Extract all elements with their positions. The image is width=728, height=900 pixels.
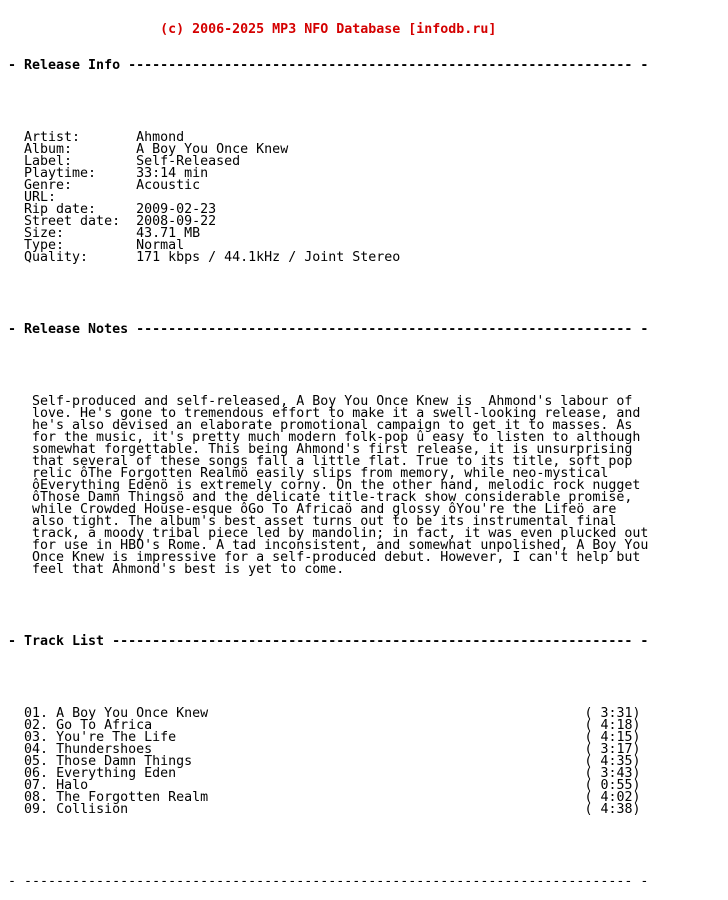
info-value: 171 kbps / 44.1kHz / Joint Stereo — [136, 250, 401, 265]
track-title: Collision — [56, 802, 129, 817]
track-time: ( 3:17) — [584, 742, 641, 757]
track-time: ( 4:18) — [584, 718, 641, 733]
info-key: Genre: — [8, 178, 137, 193]
notes-line: feel that Ahmond's best is yet to come. — [8, 562, 345, 577]
track-time: ( 4:38) — [584, 802, 641, 817]
spacer — [8, 288, 648, 300]
track-list-title: - Track List ----------------------------------------------------------------- - — [8, 634, 649, 649]
track-number: 09. — [24, 802, 49, 817]
info-value: A Boy You Once Knew — [136, 142, 289, 157]
info-key: Quality: — [8, 250, 137, 265]
nfo-document — [8, 0, 648, 900]
release-notes-title: - Release Notes -------------------------------------------------------------- - — [8, 322, 649, 337]
info-key: Type: — [8, 238, 137, 253]
notes-line: for use in HBO's Rome. A tad inconsistent, and somewhat unpolished, A Boy You — [8, 538, 649, 553]
info-value: Acoustic — [136, 178, 201, 193]
spacer — [8, 672, 648, 684]
info-value: Self-Released — [136, 154, 241, 169]
info-key: Artist: — [8, 130, 137, 145]
release-info-fields — [8, 132, 648, 264]
notes-line: he's also devised an elaborate promotional campaign to get it to masses. As — [8, 418, 633, 433]
track-title: Everything Eden — [56, 766, 177, 781]
spacer — [8, 96, 648, 108]
info-value: 2008-09-22 — [136, 214, 217, 229]
notes-line: track, a moody tribal piece led by mandolin; in fact, it was even plucked out — [8, 526, 649, 541]
track-time: ( 3:43) — [584, 766, 641, 781]
notes-line: somewhat forgettable. This being Ahmond's first release, it is unsurprising — [8, 442, 633, 457]
info-key: Album: — [8, 142, 137, 157]
copyright-header: (c) 2006-2025 MP3 NFO Database [infodb.ru] — [8, 22, 497, 37]
release-info-title: - Release Info --------------------------------------------------------------- - — [8, 58, 649, 73]
track-number: 06. — [24, 766, 49, 781]
track-number: 05. — [24, 754, 49, 769]
notes-line: for the music, it's pretty much modern folk-pop û easy to listen to although — [8, 430, 641, 445]
notes-line: ôEverything Edenö is extremely corny. On the other hand, melodic rock nugget — [8, 478, 641, 493]
track-number: 03. — [24, 730, 49, 745]
notes-line: that several of these songs fall a little flat. True to its title, soft pop — [8, 454, 633, 469]
track-time: ( 0:55) — [584, 778, 641, 793]
info-key: Size: — [8, 226, 137, 241]
footer-divider: - ---------------------------------------------------------------------------- - — [8, 874, 649, 889]
notes-line: ôThose Damn Thingsö and the delicate title-track show considerable promise, — [8, 490, 633, 505]
track-time: ( 3:31) — [584, 706, 641, 721]
track-number: 07. — [24, 778, 49, 793]
notes-line: Once Knew is impressive for a self-produced debut. However, I can't help but — [8, 550, 641, 565]
track-number: 08. — [24, 790, 49, 805]
notes-line: love. He's gone to tremendous effort to make it a swell-looking release, and — [8, 406, 641, 421]
notes-line: while Crowded House-esque ôGo To Africaö and glossy ôYou're the Lifeö are — [8, 502, 617, 517]
track-time: ( 4:35) — [584, 754, 641, 769]
spacer — [48, 802, 56, 817]
info-row — [8, 252, 648, 264]
info-key: Street date: — [8, 214, 137, 229]
info-key: Rip date: — [8, 202, 137, 217]
padding — [128, 802, 584, 817]
track-number: 02. — [24, 718, 49, 733]
track-number: 04. — [24, 742, 49, 757]
spacer — [8, 840, 648, 852]
track-row — [8, 804, 648, 816]
info-value: 33:14 min — [136, 166, 209, 181]
track-title: Thundershoes — [56, 742, 153, 757]
info-value: 2009-02-23 — [136, 202, 217, 217]
info-key: URL: — [8, 190, 137, 205]
info-value: 43.71 MB — [136, 226, 201, 241]
info-key: Playtime: — [8, 166, 137, 181]
notes-line: Self-produced and self-released, A Boy You Once Knew is Ahmond's labour of — [8, 394, 633, 409]
track-time: ( 4:02) — [584, 790, 641, 805]
track-title: Halo — [56, 778, 89, 793]
notes-line: relic ôThe Forgotten Realmö easily slips from memory, while neo-mystical — [8, 466, 609, 481]
info-key: Label: — [8, 154, 137, 169]
indent — [8, 802, 24, 817]
track-title: Go To Africa — [56, 718, 153, 733]
info-value: Ahmond — [136, 130, 185, 145]
track-title: You're The Life — [56, 730, 177, 745]
track-number: 01. — [24, 706, 49, 721]
spacer — [8, 600, 648, 612]
info-value: Normal — [136, 238, 185, 253]
release-notes-body — [8, 396, 648, 576]
track-title: The Forgotten Realm — [56, 790, 209, 805]
track-list — [8, 708, 648, 816]
spacer — [8, 360, 648, 372]
track-time: ( 4:15) — [584, 730, 641, 745]
notes-line: also tight. The album's best asset turns out to be its instrumental final — [8, 514, 617, 529]
track-title: Those Damn Things — [56, 754, 193, 769]
track-title: A Boy You Once Knew — [56, 706, 209, 721]
